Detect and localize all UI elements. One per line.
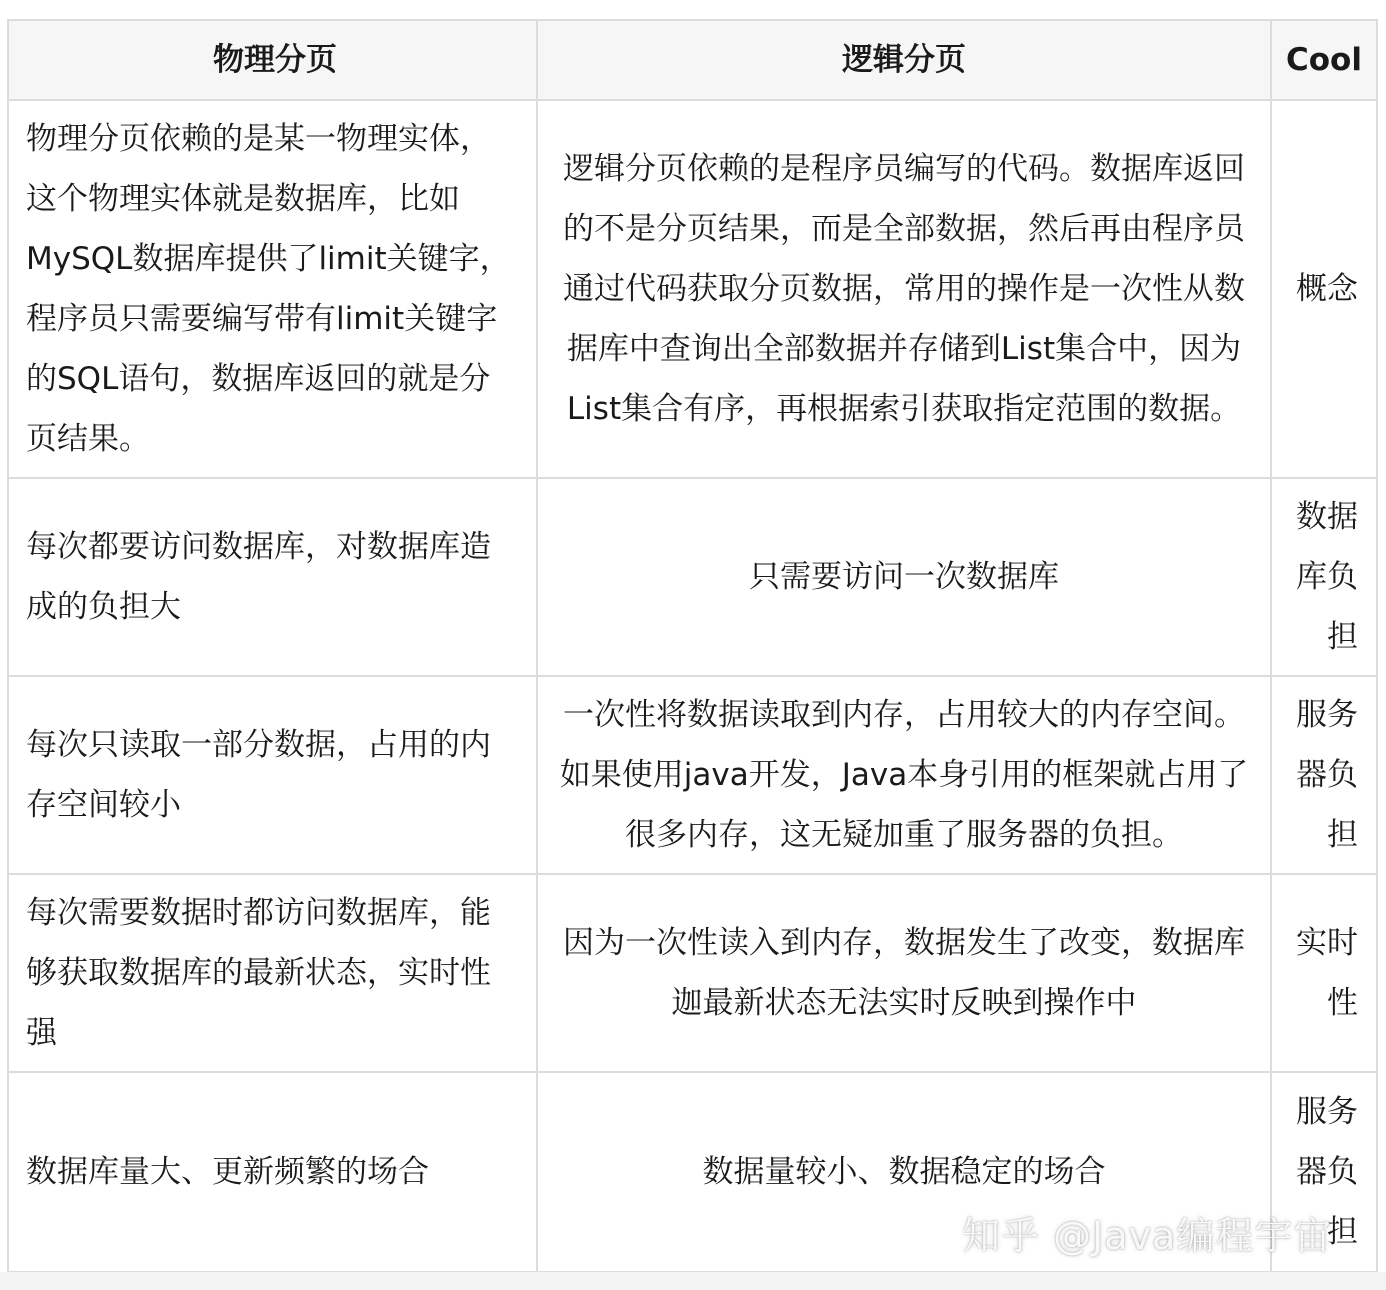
- comparison-table: [7, 19, 1378, 1273]
- cell-physical: 数据库量大、更新频繁的场合: [8, 1072, 537, 1272]
- cell-cool: 服务器负担: [1271, 676, 1377, 874]
- cell-physical: 每次只读取一部分数据，占用的内存空间较小: [8, 676, 537, 874]
- header-cool: Cool: [1271, 20, 1377, 100]
- comparison-table-wrapper: [7, 19, 1376, 1273]
- header-physical-paging: 物理分页: [8, 20, 537, 100]
- watermark: 知乎 @Java编程宇宙: [962, 1214, 1333, 1258]
- cell-logical: 只需要访问一次数据库: [537, 478, 1271, 676]
- cell-physical: 物理分页依赖的是某一物理实体，这个物理实体就是数据库，比如MySQL数据库提供了limit关键字，程序员只需要编写带有limit关键字的SQL语句，数据库返回的就是分页结果。: [8, 100, 537, 478]
- table-row: [8, 100, 1377, 478]
- cell-cool: 实时性: [1271, 874, 1377, 1072]
- bottom-band: [0, 1272, 1386, 1290]
- cell-cool: 数据库负担: [1271, 478, 1377, 676]
- header-logical-paging: 逻辑分页: [537, 20, 1271, 100]
- cell-logical: 逻辑分页依赖的是程序员编写的代码。数据库返回的不是分页结果，而是全部数据，然后再由程序员通过代码获取分页数据，常用的操作是一次性从数据库中查询出全部数据并存储到List集合中，因为List集合有序，再根据索引获取指定范围的数据。: [537, 100, 1271, 478]
- cell-physical: 每次都要访问数据库，对数据库造成的负担大: [8, 478, 537, 676]
- table-header-row: [8, 20, 1377, 100]
- table-row: [8, 676, 1377, 874]
- cell-logical: 因为一次性读入到内存，数据发生了改变，数据库迦最新状态无法实时反映到操作中: [537, 874, 1271, 1072]
- cell-logical: 一次性将数据读取到内存，占用较大的内存空间。如果使用java开发，Java本身引用的框架就占用了很多内存，这无疑加重了服务器的负担。: [537, 676, 1271, 874]
- cell-cool: 服务器负担: [1271, 1072, 1377, 1272]
- table-row: [8, 874, 1377, 1072]
- cell-physical: 每次需要数据时都访问数据库，能够获取数据库的最新状态，实时性强: [8, 874, 537, 1072]
- table-row: [8, 478, 1377, 676]
- cell-logical: 数据量较小、数据稳定的场合: [537, 1072, 1271, 1272]
- cell-cool: 概念: [1271, 100, 1377, 478]
